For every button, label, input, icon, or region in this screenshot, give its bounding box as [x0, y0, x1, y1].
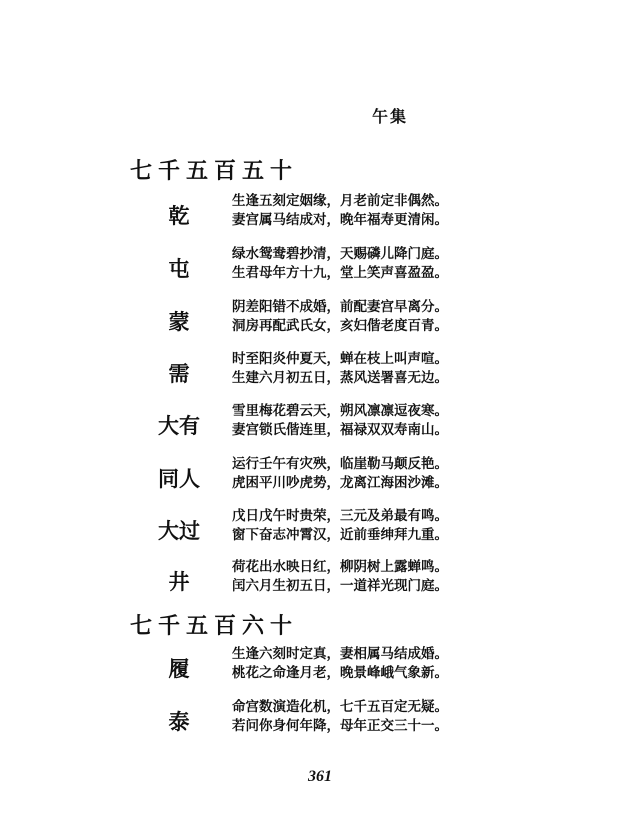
hexagram-name: 大过 — [158, 518, 200, 543]
entry — [0, 507, 640, 551]
verse-line: 生君母年方十九，堂上笑声喜盈盈。 — [232, 265, 448, 281]
verse-line: 生逢六刻时定真，妻相属马结成婚。 — [232, 646, 448, 662]
section-heading: 七千五百六十 — [130, 613, 299, 639]
hexagram-name: 同人 — [158, 466, 200, 491]
hexagram-name: 屯 — [168, 256, 190, 281]
hexagram-name: 泰 — [168, 709, 190, 734]
verse-line: 妻宫属马结成对，晚年福寿更清闲。 — [232, 212, 448, 228]
entry — [0, 192, 640, 236]
verse-line: 命宫数演造化机，七千五百定无疑。 — [232, 699, 448, 715]
verse-line: 生建六月初五日，蒸风送署喜无边。 — [232, 370, 448, 386]
hexagram-name: 大有 — [158, 413, 200, 438]
verse-line: 桃花之命逢月老，晚景峰峨气象新。 — [232, 665, 448, 681]
verse-line: 绿水鸳鸯碧抄清，天赐磷儿降门庭。 — [232, 246, 448, 262]
verse-line: 戊日戊午时贵荣，三元及弟最有鸣。 — [232, 508, 448, 524]
verse-line: 若问你身何年降，母年正交三十一。 — [232, 718, 448, 734]
verse-line: 生逢五刻定姻缘，月老前定非偶然。 — [232, 193, 448, 209]
hexagram-name: 井 — [168, 569, 190, 594]
verse-line: 妻宫锁氏偕连里，福禄双双寿南山。 — [232, 422, 448, 438]
verse-line: 雪里梅花碧云天，朔风凛凛逗夜寒。 — [232, 403, 448, 419]
entry — [0, 350, 640, 394]
hexagram-name: 履 — [168, 656, 190, 681]
hexagram-name: 乾 — [168, 203, 190, 228]
page-number: 361 — [308, 768, 332, 785]
verse-line: 洞房再配武氏女，亥妇偕老度百青。 — [232, 318, 448, 334]
entry — [0, 645, 640, 689]
verse-line: 时至阳炎仲夏天，蝉在枝上叫声喧。 — [232, 351, 448, 367]
hexagram-name: 需 — [168, 361, 190, 386]
verse-line: 窗下奋志冲霄汉，近前垂绅拜九重。 — [232, 527, 448, 543]
entry — [0, 698, 640, 742]
entry — [0, 402, 640, 446]
entry — [0, 245, 640, 289]
running-header: 午集 — [372, 107, 409, 126]
verse-line: 阴差阳错不成婚，前配妻宫早离分。 — [232, 299, 448, 315]
hexagram-name: 蒙 — [168, 309, 190, 334]
section-heading: 七千五百五十 — [130, 158, 299, 184]
entry — [0, 298, 640, 342]
verse-line: 运行壬午有灾殃，临崖勒马颠反艳。 — [232, 456, 448, 472]
verse-line: 荷花出水映日红，柳阴树上露蝉鸣。 — [232, 559, 448, 575]
verse-line: 闰六月生初五日，一道祥光现门庭。 — [232, 578, 448, 594]
verse-line: 虎困平川吵虎势，龙离江海困沙滩。 — [232, 475, 448, 491]
entry — [0, 558, 640, 602]
entry — [0, 455, 640, 499]
